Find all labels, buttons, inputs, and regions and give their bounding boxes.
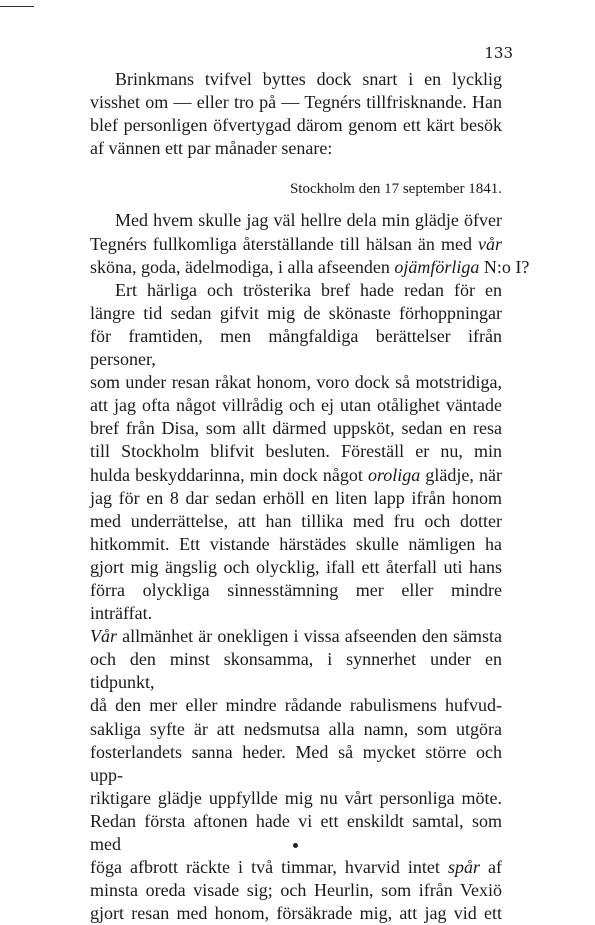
- body-text: [90, 68, 530, 925]
- text-line: af vännen ett par månader senare:: [90, 138, 333, 159]
- text-line: föga afbrott räckte i två timmar, hvarvid intet spår af: [90, 857, 502, 878]
- text-line: förra olyckliga sinnesstämning mer eller mindre inträffat.: [90, 579, 502, 624]
- text-line: Vår allmänhet är onekligen i vissa afseenden den sämsta: [90, 626, 502, 647]
- italic-word: vår: [478, 233, 502, 254]
- text-line: då den mer eller mindre rådande rabulismens hufvud-: [90, 695, 502, 716]
- text-line: Redan första aftonen hade vi ett enskildt samtal, som med: [90, 810, 502, 854]
- text-line: fosterlandets sanna heder. Med så mycket större och upp-: [90, 741, 502, 785]
- text-line: sköna, goda, ädelmodiga, i alla afseenden ojämförliga N:o I?: [90, 256, 530, 277]
- text-line: visshet om — eller tro på — Tegnérs tillfrisknande. Han: [90, 92, 502, 113]
- letter-dateline: Stockholm den 17 september 1841.: [289, 181, 502, 198]
- text-line: Brinkmans tvifvel byttes dock snart i en lycklig: [115, 69, 502, 89]
- text-line: Ert härliga och trösterika bref hade redan för en: [115, 279, 502, 300]
- text-line: gjort resan med honom, försäkrade mig, att jag vid ett: [90, 903, 502, 924]
- text-line: hulda beskyddarinna, min dock något oroliga glädje, när: [90, 464, 502, 485]
- page-number: 133: [484, 44, 513, 62]
- text-line: jag för en 8 dar sedan erhöll en liten lapp ifrån honom: [90, 487, 502, 508]
- italic-word: spår: [447, 857, 480, 878]
- text-line: minsta oreda visade sig; och Heurlin, som ifrån Vexiö: [90, 880, 502, 901]
- italic-word: ojämförliga: [394, 256, 480, 277]
- text-line: att jag ofta något villrådig och ej utan otålighet väntade: [90, 395, 502, 416]
- text-line: Med hvem skulle jag väl hellre dela min glädje öfver: [115, 210, 502, 231]
- text-line: till Stockholm blifvit besluten. Föreställ er nu, min: [90, 441, 502, 462]
- text-line: riktigare glädje uppfyllde mig nu vårt personliga möte.: [90, 787, 502, 808]
- italic-word: oroliga: [367, 464, 421, 485]
- text-line: Tegnérs fullkomliga återställande till hälsan än med vår: [90, 233, 502, 254]
- text-line: med underrättelse, att han tillika med fru och dotter: [90, 510, 502, 531]
- top-rule: [0, 6, 34, 7]
- text-line: hitkommit. Ett vistande härstädes skulle nämligen ha: [90, 533, 502, 554]
- text-line: längre tid sedan gifvit mig de skönaste förhoppningar: [90, 302, 502, 323]
- text-line: bref från Disa, som allt därmed uppsköt, sedan en resa: [90, 418, 502, 439]
- text-line: som under resan råkat honom, voro dock så motstridiga,: [90, 372, 502, 393]
- text-line: för framtiden, men mångfaldiga berättelser ifrån personer,: [90, 325, 502, 370]
- text-line: blef personligen öfvertygad därom genom ett kärt besök: [90, 115, 502, 136]
- text-line: och den minst skonsamma, i synnerhet under en tidpunkt,: [90, 649, 502, 693]
- text-line: gjort mig ängslig och olycklig, ifall ett återfall uti hans: [90, 556, 502, 577]
- printer-mark: [293, 843, 298, 848]
- text-line: sakliga syfte är att nedsmutsa alla namn, som utgöra: [90, 718, 502, 739]
- italic-word: Vår: [90, 626, 117, 647]
